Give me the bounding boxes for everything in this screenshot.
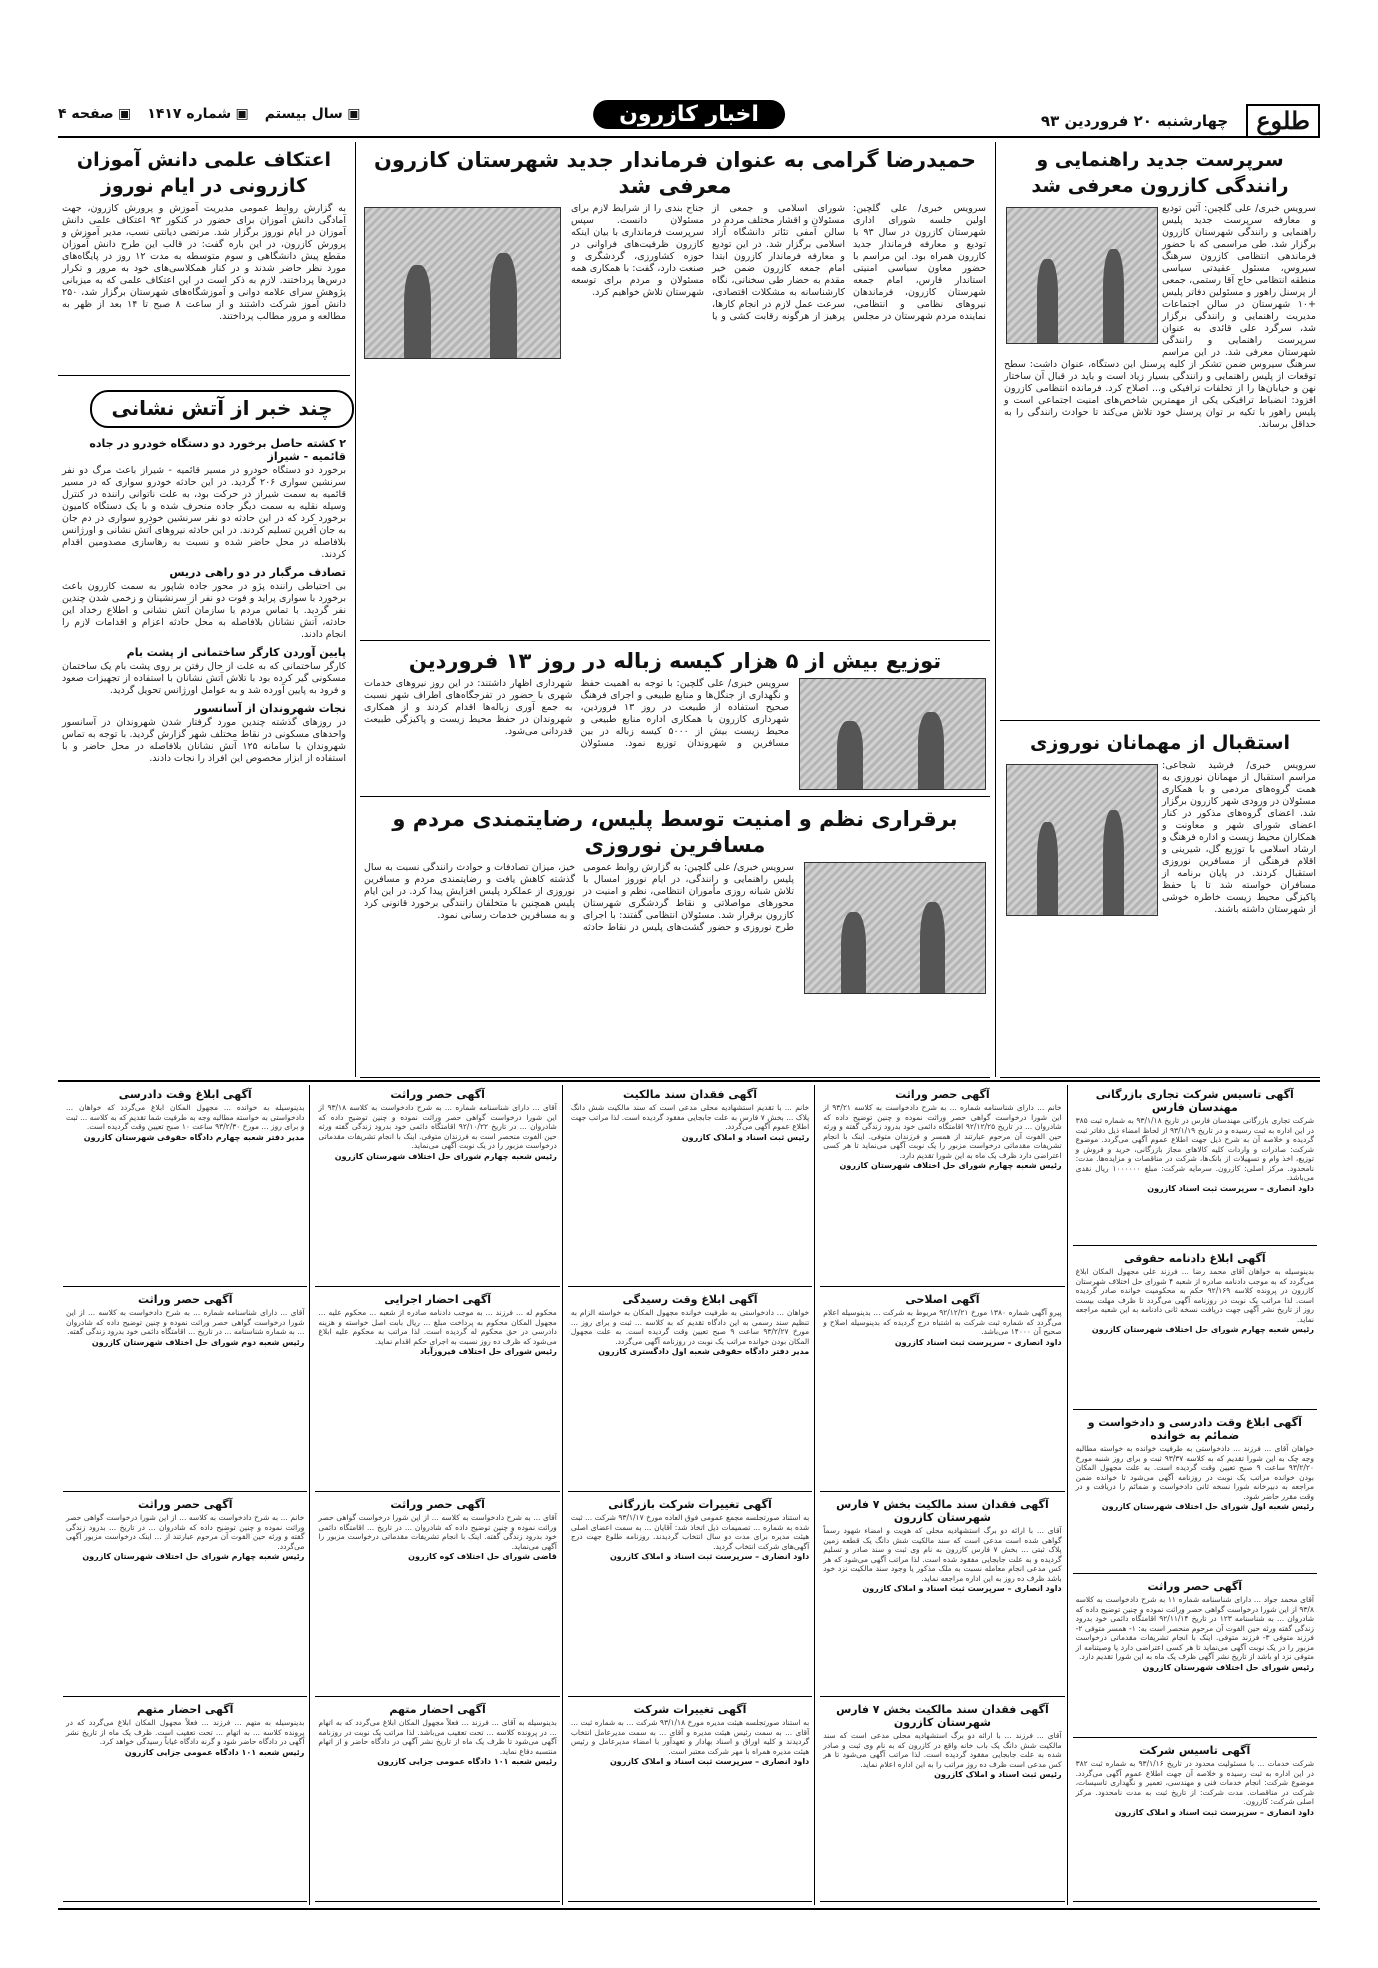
section-title: اخبار کازرون <box>593 100 785 129</box>
masthead <box>58 98 1320 138</box>
ad-body: خانم ... به شرح دادخواست به کلاسه ... از این شورا درخواست گواهی حصر وراثت نموده و چنین توضیح داده که شادروان ... در تاریخ ... بدرود زندگی گفته و ورثه حین الفوت آن مرحوم عبارتند از ... اینک درخواست مزبور آگهی می‌گردد. <box>66 1513 305 1551</box>
article-guests <box>1000 728 1320 1078</box>
classified-ad <box>1073 1085 1317 1246</box>
ad-title: آگهی تاسیس شرکت تجاری بازرگانی مهندسان فارس <box>1095 1088 1294 1114</box>
ad-signature: رئیس شعبه دوم شورای حل اختلاف شهرستان کازرون <box>91 1337 305 1347</box>
ad-signature: مدیر دفتر شعبه چهارم دادگاه حقوقی شهرستان کازرون <box>83 1132 305 1142</box>
classified-ad <box>568 1290 812 1492</box>
article-title: توزیع بیش از ۵ هزار کیسه زباله در روز ۱۳ فروردین <box>408 649 942 673</box>
classified-ad <box>315 1495 559 1697</box>
ads-separator <box>58 1080 1320 1082</box>
ad-body: پیرو آگهی شماره ۱۳۸۰ مورخ ۹۲/۱۲/۲۱ مربوط به شرکت ... بدینوسیله اعلام می‌گردد که شماره ثبت شرکت به اشتباه درج گردیده که بدینوسیله اصلاح و صحیح آن ۱۴۰۰۰ می‌باشد. <box>823 1308 1062 1336</box>
ad-signature: داود انصاری – سرپرست ثبت اسناد کازرون <box>1147 1183 1314 1193</box>
article-police <box>1000 145 1320 721</box>
classified-ad <box>63 1290 307 1492</box>
classified-ad <box>820 1700 1064 1902</box>
photo-figure <box>1103 810 1124 915</box>
page-footer-rule <box>58 1908 1320 1910</box>
ad-signature: رئیس شعبه ۱۰۱ دادگاه عمومی جزایی کازرون <box>124 1747 305 1757</box>
ad-title: آگهی اصلاحی <box>905 1293 980 1306</box>
ad-signature: رئیس ثبت اسناد و املاک کازرون <box>934 1770 1062 1779</box>
masthead-right <box>1041 104 1320 138</box>
article-title: استقبال از مهمانان نوروزی <box>1029 732 1291 754</box>
ad-signature: رئیس شعبه چهارم شورای حل اختلاف شهرستان کازرون <box>839 1161 1062 1170</box>
ad-signature: قاضی شورای حل اختلاف کوه کازرون <box>408 1552 557 1561</box>
article-body: سرویس خبری/ فرشید شجاعی: مراسم استقبال از مهمانان نوروزی به همت گروه‌های مردمی و با همکاری مسئولان در ورودی شهر کازرون برگزار شد. اعضای گروه‌های مذکور در کنار اعضای شورای شهر و معاونت و همکاران محیط زیست و اداره فرهنگ و ارشاد اسلامی با توزیع گل، شیرینی و اقلام فرهنگی از مسافرین نوروزی استقبال کردند. در پایان برنامه از مسافران خواسته شد تا با حفظ پاکیزگی محیط زیست خاطره خوشی از شهرستان داشته باشند. <box>1162 760 1316 915</box>
ad-body: بدینوسیله به آقای ... فرزند ... فعلاً مجهول المکان ابلاغ می‌گردد که به اتهام ... در پرونده کلاسه ... تحت تعقیب می‌باشد. لذا مراتب یک نوبت در روزنامه آگهی می‌شود تا ظرف یک ماه از تاریخ نشر آگهی در دادگاه حاضر و از اتهام منتسبه دفاع نماید. <box>318 1718 557 1756</box>
classified-ad <box>63 1495 307 1697</box>
ad-title: آگهی فقدان سند مالکیت <box>623 1088 757 1101</box>
ad-body: بدینوسیله به خواهان آقای محمد رضا ... فرزند علی مجهول المکان ابلاغ می‌گردد که به موجب دادنامه صادره از شعبه ۴ شورای حل اختلاف شهرستان کازرون در پرونده کلاسه ۹۲/۱۶۹ حکم به محکومیت خوانده صادر گردیده است. لذا مراتب یک نوبت در روزنامه آگهی می‌گردد تا ظرف مهلت بیست روز از تاریخ نشر آگهی جهت دریافت نسخه ثانی دادنامه به این شعبه مراجعه نماید. <box>1075 1267 1314 1324</box>
ad-title: آگهی حصر وراثت <box>895 1088 990 1101</box>
ad-body: آقای محمد جواد ... دارای شناسنامه شماره ۱۱ به شرح دادخواست به کلاسه ۹۳/۸ از این شورا درخواست گواهی حصر وراثت نموده و چنین توضیح داده که شادروان ... به شناسنامه ۱۲۳ در تاریخ ۹۲/۱۱/۱۴ اقامتگاه دائمی خود بدرود زندگی گفته ورثه حین الفوت آن مرحوم منحصر است به: ۱- همسر متوفی ۲- فرزند متوفی ۳- فرزند متوفی. اینک با انجام تشریفات مقدماتی درخواست مزبور را در یک نوبت آگهی می‌نماید تا هر کسی اعتراضی دارد یا وصیتنامه از متوفی نزد او باشد از تاریخ نشر آگهی ظرف یک ماه به این شورا تقدیم دارد. <box>1075 1595 1315 1661</box>
ad-body: به استناد صورتجلسه هیئت مدیره مورخ ۹۳/۱/۱۸ شرکت ... به شماره ثبت ... آقای ... به سمت رئیس هیئت مدیره و آقای ... به سمت مدیرعامل انتخاب گردیدند و کلیه اوراق و اسناد بهادار و تعهدآور با امضاء مدیرعامل و رئیس هیئت مدیره همراه با مهر شرکت معتبر است. <box>570 1718 810 1756</box>
brief-item-body: در روزهای گذشته چندین مورد گرفتار شدن شهروندان در آسانسور واحدهای مسکونی در نقاط مختلف شهر گزارش گردید. با توجه به تماس شهروندان با سامانه ۱۲۵ آتش نشانان بلافاصله در محل حاضر و با استفاده از ابزار مخصوص این افراد را نجات دادند. <box>62 717 346 764</box>
article-body: سرویس خبری/ علی گلچین: با توجه به اهمیت حفظ و نگهداری از جنگل‌ها و منابع طبیعی و اجرای فرهنگ صحیح استفاده از طبیعت در روز ۱۳ فروردین، شهرداری کازرون با همکاری اداره منابع طبیعی و محیط زیست بیش از ۵۰۰۰ کیسه زباله در بین مسافرین و شهروندان توزیع نمود. مسئولان شهرداری اظهار داشتند: در این روز نیروهای خدمات شهری با حضور در تفرجگاه‌های اطراف شهر نسبت به جمع آوری زباله‌ها اقدام کردند و از همکاری شهروندان در حفظ محیط زیست و پاکیزگی طبیعت قدردانی می‌شود. <box>364 678 789 749</box>
guests-photo <box>1006 764 1158 916</box>
ad-title: آگهی تغییرات شرکت بازرگانی <box>608 1498 772 1511</box>
classified-ad <box>820 1085 1064 1287</box>
issue-number: ▣ شماره ۱۴۱۷ <box>147 106 248 122</box>
brief-item-title: تصادف مرگبار در دو راهی دریس <box>169 566 346 579</box>
article-title: اعتکاف علمی دانش آموزان کازرونی در ایام نوروز <box>76 149 332 197</box>
ad-title: آگهی تغییرات شرکت <box>633 1703 747 1716</box>
article-security <box>360 804 990 1078</box>
photo-figure <box>920 902 945 993</box>
article-title: حمیدرضا گرامی به عنوان فرماندار جدید شهرستان کازرون معرفی شد <box>373 148 977 198</box>
ad-title: آگهی ابلاغ وقت دادرسی <box>118 1088 252 1101</box>
ad-signature: داود انصاری – سرپرست ثبت اسناد و املاک کازرون <box>609 1552 810 1561</box>
ad-title: آگهی فقدان سند مالکیت بخش ۷ فارس شهرستان کازرون <box>836 1498 1049 1524</box>
ad-body: خانم ... دارای شناسنامه شماره ... به شرح دادخواست به کلاسه ۹۳/۲۱ از این شورا درخواست گواهی حصر وراثت نموده و چنین توضیح داده که شادروان ... در تاریخ ۹۲/۱۲/۲۵ اقامتگاه دائمی خود بدرود زندگی گفته و ورثه حین الفوت آن مرحوم عبارتند از همسر و فرزندان متوفی. اینک با انجام تشریفات مقدماتی درخواست مزبور را یک نوبت آگهی می‌نماید تا هر کسی اعتراضی دارد ظرف یک ماه به این شورا تقدیم دارد. <box>823 1103 1062 1160</box>
ad-body: خواهان آقای ... فرزند ... دادخواستی به طرفیت خوانده به خواسته مطالبه وجه چک به این شورا تقدیم که به کلاسه ۹۳/۳۷ ثبت و برای روز شنبه مورخ ۹۳/۲/۲۰ ساعت ۹ صبح تعیین وقت گردیده است. به علت مجهول المکان بودن خوانده مراتب یک نوبت در روزنامه آگهی می‌شود تا خوانده ضمن مراجعه به دبیرخانه شورا نسخه ثانی دادخواست و ضمائم را دریافت و در وقت مقرر حاضر شود. <box>1075 1444 1315 1501</box>
ad-signature: داود انصاری – سرپرست ثبت اسناد و املاک کازرون <box>1114 1807 1314 1817</box>
ad-signature: مدیر دفتر دادگاه حقوقی شعبه اول دادگستری کازرون <box>598 1347 810 1356</box>
classified-ad <box>1073 1413 1317 1574</box>
ad-signature: داود انصاری – سرپرست ثبت اسناد کازرون <box>894 1337 1062 1347</box>
classified-ad <box>1073 1741 1317 1902</box>
page-number: ▣ صفحه ۴ <box>58 106 131 122</box>
ads-column-divider <box>309 1085 310 1905</box>
photo-figure <box>404 265 431 358</box>
article-body: سرویس خبری/ علی گلچین: به گزارش روابط عمومی پلیس راهنمایی و رانندگی، در ایام نوروز امسال با تلاش شبانه روزی مأموران انتظامی، نظم و امنیت در محورهای مواصلاتی و نقاط گردشگری شهرستان کازرون برقرار شد. مسئولان انتظامی گفتند: با اجرای طرح نوروزی و حضور گشت‌های پلیس در نقاط حادثه خیز، میزان تصادفات و حوادث رانندگی نسبت به سال گذشته کاهش یافت و رضایتمندی مردم و مسافرین نوروزی از عملکرد پلیس افزایش پیدا کرد. در این ایام پلیس همچنین با متخلفان رانندگی برخورد قانونی کرد و به مسافرین خدمات رسانی نمود. <box>364 862 794 933</box>
ad-signature: رئیس شعبه چهارم شورای حل اختلاف شهرستان کازرون <box>1091 1325 1314 1334</box>
brief-item-title: ۲ کشته حاصل برخورد دو دستگاه خودرو در جاده قائمیه - شیراز <box>89 437 346 463</box>
column-divider <box>355 142 356 1077</box>
article-fire-briefs <box>58 432 350 1077</box>
waste-photo <box>799 678 986 790</box>
photo-figure <box>490 253 517 358</box>
brief-item-body: برخورد دو دستگاه خودرو در مسیر قائمیه - شیراز باعث مرگ دو نفر سرنشین سواری ۲۰۶ گردید. در این حادثه خودرو سواری که در مسیر قائمیه به سمت شیراز در حرکت بود، به علت ناتوانی راننده در کنترل وسیله نقلیه به سمت دیگر جاده منحرف شده و با یک دستگاه کامیون برخورد کرد که در این حادثه دو نفر سرنشین خودرو سواری در دم جان به جان آفرین تسلیم کردند. در این حادثه نیروهای آتش نشانی و اورژانس بلافاصله در محل حاضر شده و نسبت به رهاسازی مصدومین اقدام کردند. <box>62 465 346 560</box>
ad-signature: رئیس ثبت اسناد و املاک کازرون <box>681 1132 810 1142</box>
classified-ad <box>820 1290 1064 1492</box>
ad-body: شرکت تجاری بازرگانی مهندسان فارس در تاریخ ۹۳/۱/۱۸ به شماره ثبت ۳۸۵ در این اداره به ثبت رسیده و در تاریخ ۹۳/۱/۱۹ از لحاظ امضاء ذیل دفاتر ثبت گردیده و خلاصه آن به شرح ذیل جهت اطلاع عموم آگهی می‌گردد. موضوع شرکت: صادرات و واردات کلیه کالاهای مجاز بازرگانی، خرید و فروش و توزیع، اخذ وام و تسهیلات از بانک‌ها، شرکت در مناقصات و مزایده‌ها. مدت: نامحدود. مرکز اصلی: کازرون. سرمایه شرکت: مبلغ ۱۰۰۰۰۰۰ ریال نقدی می‌باشد. <box>1075 1116 1314 1182</box>
ad-title: آگهی ابلاغ وقت دادرسی و دادخواست و ضمائم به خوانده <box>1087 1416 1302 1442</box>
ad-title: آگهی احضار متهم <box>137 1703 234 1716</box>
brief-item-body: بی احتیاطی راننده پژو در محور جاده شاپور به سمت کازرون باعث برخورد با سواری پراید و فوت دو نفر از سرنشینان و زخمی شدن چندین نفر گردید. با تماس مردم با سازمان آتش نشانی و اطلاع رخداد این حادثه، آتش نشانان بلافاصله به محل حادثه اعزام و اقدامات لازم را انجام دادند. <box>62 581 346 640</box>
classified-ad <box>63 1085 307 1287</box>
article-waste <box>360 646 990 797</box>
ad-title: آگهی حصر وراثت <box>137 1498 233 1511</box>
photo-figure <box>1037 259 1058 343</box>
classified-ad <box>568 1495 812 1697</box>
ad-body: محکوم له ... فرزند ... به موجب دادنامه صادره از شعبه ... محکوم علیه ... مجهول المکان محکوم به پرداخت مبلغ ... ریال بابت اصل خواسته و هزینه دادرسی در حق محکوم له گردیده است. لذا مراتب به محکوم علیه ابلاغ می‌شود که ظرف ده روز نسبت به اجرای حکم اقدام نماید. <box>318 1308 557 1346</box>
ad-title: آگهی تاسیس شرکت <box>1139 1744 1251 1757</box>
ads-column-divider <box>1067 1085 1068 1905</box>
ad-body: آقای ... دارای شناسنامه شماره ... به شرح دادخواست به کلاسه ... از این شورا درخواست گواهی حصر وراثت نموده و چنین توضیح داده که شادروان ... به شماره شناسنامه ... در تاریخ ... اقامتگاه دائمی خود بدرود زندگی گفته. <box>66 1308 305 1336</box>
photo-figure <box>1037 822 1058 915</box>
classified-ad <box>315 1085 559 1287</box>
ad-signature: رئیس شعبه ۱۰۱ دادگاه عمومی جزایی کازرون <box>377 1757 557 1766</box>
ad-title: آگهی احضار متهم <box>389 1703 486 1716</box>
masthead-left <box>58 106 360 122</box>
ad-title: آگهی ابلاغ دادنامه حقوقی <box>1123 1252 1266 1265</box>
ad-signature: رئیس شعبه چهارم شورای حل اختلاف شهرستان کازرون <box>82 1552 305 1561</box>
photo-figure <box>841 912 866 993</box>
ad-signature: داود انصاری – سرپرست ثبت اسناد و املاک کازرون <box>609 1757 810 1766</box>
brief-item-body: کارگر ساختمانی که به علت از حال رفتن بر روی پشت بام یک ساختمان مسکونی گیر کرده بود با تلاش آتش نشانان با استفاده از تجهیزات صعود و فرود به پایین آورده شد و به عوامل اورژانس تحویل گردید. <box>62 661 346 696</box>
article-governor <box>360 145 990 641</box>
ad-title: آگهی ابلاغ وقت رسیدگی <box>622 1293 758 1306</box>
ad-body: شرکت خدمات ... با مسئولیت محدود در تاریخ ۹۳/۱/۱۶ به شماره ثبت ۳۸۲ در این اداره به ثبت رسیده و خلاصه آن جهت اطلاع عموم آگهی می‌گردد. موضوع شرکت: انجام خدمات فنی و مهندسی، تعمیر و نگهداری تاسیسات، شرکت در مناقصات. مدت شرکت: از تاریخ ثبت به مدت نامحدود. مرکز اصلی شرکت: کازرون. <box>1075 1759 1314 1806</box>
brief-item-title: نجات شهروندان از آسانسور <box>194 702 346 715</box>
ad-body: آقای ... دارای شناسنامه شماره ... به شرح دادخواست به کلاسه ۹۳/۱۸ از این شورا درخواست گواهی حصر وراثت نموده و چنین توضیح داده که شادروان ... در تاریخ ۹۲/۱۰/۲۲ اقامتگاه دائمی خود بدرود زندگی گفته ورثه حین الفوت منحصر است به فرزندان متوفی. اینک با انجام تشریفات مقدماتی درخواست مزبور را در یک نوبت آگهی می‌نماید. <box>318 1103 557 1150</box>
ad-body: آقای ... با ارائه دو برگ استشهادیه محلی که هویت و امضاء شهود رسماً گواهی شده است مدعی است که سند مالکیت شش دانگ یک قطعه زمین پلاک ثبتی ... بخش ۷ فارس کازرون به نام وی ثبت و سند صادر و تسلیم گردیده و به علت جابجایی مفقود شده است. لذا مراتب آگهی می‌شود که هر کس مدعی انجام معامله نسبت به ملک مذکور یا وجود سند مالکیت نزد خود باشد ظرف ده روز به این اداره مراجعه نماید. <box>823 1526 1062 1583</box>
ad-title: آگهی فقدان سند مالکیت بخش ۷ فارس شهرستان کازرون <box>836 1703 1049 1729</box>
ad-signature: داود انصاری – سرپرست ثبت اسناد و املاک کازرون <box>862 1584 1062 1593</box>
ad-title: آگهی حصر وراثت <box>137 1293 233 1306</box>
ad-body: خانم ... با تقدیم استشهادیه محلی مدعی است که سند مالکیت شش دانگ پلاک ... بخش ۷ فارس به علت جابجایی مفقود گردیده است. لذا مراتب جهت اطلاع عموم آگهی می‌گردد. <box>570 1103 810 1131</box>
police-photo <box>1006 207 1158 344</box>
classified-ad <box>568 1700 812 1902</box>
ad-title: آگهی حصر وراثت <box>390 1088 485 1101</box>
photo-figure <box>918 712 944 789</box>
classified-ad <box>1073 1249 1317 1410</box>
classified-ad <box>568 1085 812 1287</box>
classified-ads <box>58 1085 1320 1905</box>
ad-title: آگهی حصر وراثت <box>390 1498 485 1511</box>
photo-figure <box>837 721 863 789</box>
ad-title: آگهی حصر وراثت <box>1147 1580 1243 1593</box>
article-title: برقراری نظم و امنیت توسط پلیس، رضایتمندی مردم و مسافرین نوروزی <box>392 807 958 857</box>
ad-body: خواهان ... دادخواستی به طرفیت خوانده مجهول المکان به خواسته الزام به تنظیم سند رسمی به این دادگاه تقدیم که به کلاسه ... ثبت و برای روز ... مورخ ۹۳/۲/۲۷ ساعت ۹ صبح تعیین وقت گردیده است. به علت مجهول المکان بودن خوانده مراتب یک نوبت در روزنامه آگهی می‌گردد. <box>570 1308 810 1346</box>
ad-signature: رئیس شعبه اول شورای حل اختلاف شهرستان کازرون <box>1101 1502 1314 1511</box>
ad-signature: رئیس شعبه چهارم شورای حل اختلاف شهرستان کازرون <box>334 1151 557 1161</box>
ad-body: آقای ... فرزند ... با ارائه دو برگ استشهادیه محلی مدعی است که سند مالکیت شش دانگ یک باب خانه واقع در کازرون که به نام وی ثبت و صادر شده به علت جابجایی مفقود گردیده است. لذا مراتب آگهی می‌شود تا هر کس مدعی است ظرف ده روز مراتب را به این اداره اعلام نماید. <box>823 1731 1062 1769</box>
ads-column-divider <box>562 1085 563 1905</box>
brief-section-title: چند خبر از آتش نشانی <box>90 390 354 428</box>
ad-title: آگهی احضار اجرایی <box>384 1293 492 1306</box>
governor-photo <box>364 207 561 359</box>
classified-ad <box>820 1495 1064 1697</box>
year-label: ▣ سال بیستم <box>265 106 361 122</box>
classified-ad <box>315 1700 559 1902</box>
newspaper-logo: طلوع <box>1246 104 1320 138</box>
ad-body: بدینوسیله به خوانده ... مجهول المکان ابلاغ می‌گردد که خواهان ... دادخواستی به خواسته مطالبه وجه به طرفیت شما تقدیم که به کلاسه ... ثبت و برای روز ... مورخ ۹۳/۲/۳۰ ساعت ۱۰ صبح تعیین وقت گردیده است. <box>66 1103 305 1131</box>
security-photo <box>804 862 986 994</box>
ad-signature: رئیس شورای حل اختلاف شهرستان کازرون <box>1142 1662 1314 1672</box>
issue-date: چهارشنبه ۲۰ فروردین ۹۳ <box>1040 112 1229 130</box>
article-body: سرویس خبری/ علی گلچین: اولین جلسه شورای اداری شهرستان کازرون در سال ۹۳ با تودیع و معارفه فرماندار جدید کازرون همراه بود. این مراسم با حضور معاون سیاسی امنیتی استاندار فارس، امام جمعه شهرستان کازرون، فرماندهان نیروهای نظامی و انتظامی، نماینده مردم شهرستان در مجلس شورای اسلامی و جمعی از مسئولان و اقشار مختلف مردم در سالن آمفی تئاتر دانشگاه آزاد اسلامی برگزار شد. در این تودیع و معارفه فرماندار کازرون ابتدا امام جمعه کازرون ضمن خیر مقدم به حضار طی سخنانی، نگاه کارشناسانه به مشکلات اقتصادی، سرعت عمل لازم در انجام کارها، پرهیز از هرگونه رقابت کشی و یا جناح بندی را از شرایط لازم برای مسئولان دانست. سپس سرپرست فرمانداری با بیان اینکه کازرون ظرفیت‌های فراوانی در حوزه کشاورزی، گردشگری و صنعت دارد، گفت: با همکاری همه مسئولان و مردم برای توسعه شهرستان تلاش خواهیم کرد. <box>571 203 986 322</box>
article-body: سرویس خبری/ علی گلچین: آئین تودیع و معارفه سرپرست جدید پلیس راهنمایی و رانندگی شهرستان کازرون برگزار شد. طی مراسمی که با حضور فرماندهی انتظامی کازرون سرهنگ سیروس، مسئول عقیدتی سیاسی منطقه انتظامی حاج آقا رستمی، جمعی از پرسنل راهور و مسئولین دفاتر پلیس +۱۰ شهرستان در سالن اجتماعات مدیریت راهنمایی و رانندگی برگزار شد، سرگرد علی قائدی به عنوان سرپرست راهنمایی و رانندگی شهرستان معرفی شد. در این مراسم سرهنگ سیروس ضمن تشکر از کلیه پرسنل این دستگاه، عنوان داشت: سطح توقعات از پلیس راهنمایی و رانندگی بسیار زیاد است و باید در قبال آن ساختار نهن و خیابان‌ها را از تخلفات ترافیکی و... اصلاح کرد. فرمانده انتظامی کازرون افزود: انضباط ترافیکی یکی از مهمترین شاخص‌های امنیت اجتماعی است و پلیس راهور با تکیه بر توان پرسنل خود تلاش می‌کند تا حوادث رانندگی را به حداقل برساند. <box>1004 203 1316 430</box>
photo-figure <box>1103 249 1124 344</box>
classified-ad <box>315 1290 559 1492</box>
ads-column-divider <box>814 1085 815 1905</box>
classified-ad <box>1073 1577 1317 1738</box>
classified-ad <box>63 1700 307 1902</box>
article-title: سرپرست جدید راهنمایی و رانندگی کازرون معرفی شد <box>1031 149 1289 197</box>
ad-body: آقای ... به شرح دادخواست به کلاسه ... از این شورا درخواست گواهی حصر وراثت نموده و چنین توضیح داده که شادروان ... در تاریخ ... اقامتگاه دائمی خود بدرود زندگی گفته. اینک با انجام تشریفات مقدماتی درخواست مزبور را آگهی می‌نماید. <box>318 1513 557 1551</box>
column-divider <box>995 142 996 1077</box>
ad-signature: رئیس شورای حل اختلاف فیروزآباد <box>419 1347 557 1356</box>
ad-body: به استناد صورتجلسه مجمع عمومی فوق العاده مورخ ۹۳/۱/۱۷ شرکت ... ثبت شده به شماره ... تصمیمات ذیل اتخاذ شد: آقایان ... به سمت اعضای اصلی هیئت مدیره برای مدت دو سال انتخاب گردیدند. روزنامه طلوع جهت درج آگهی‌های شرکت انتخاب گردید. <box>570 1513 810 1551</box>
article-body: به گزارش روابط عمومی مدیریت آموزش و پرورش کازرون، جهت آمادگی دانش آموزان برای حضور در کنکور ۹۳ اعتکاف علمی دانش آموزان در ایام نوروز برگزار شد. مرتضی دیانتی نسب، مدیر آموزش و پرورش کازرون، در این باره گفت: در قالب این طرح دانش آموزان مقطع پیش دانشگاهی و سوم متوسطه به مدت ۱۲ روز در پایگاه‌های مورد نظر حاضر شدند و در کنار همکلاسی‌های خود به مرور و تکرار درس‌ها پرداختند. لازم به ذکر است در این اعتکاف علمی که به میزبانی پژوهش سرای علامه دوانی و آموزشگاه‌های شهرستان برگزار شد، ۲۵۰ دانش آموز شرکت داشتند و از ساعت ۸ صبح تا ۱۴ بعد از ظهر به مطالعه و مرور مطالب پرداختند. <box>62 203 347 322</box>
article-retreat <box>58 145 350 376</box>
ad-body: بدینوسیله به متهم ... فرزند ... فعلاً مجهول المکان ابلاغ می‌گردد که در پرونده کلاسه ... به اتهام ... تحت تعقیب است. ظرف یک ماه از تاریخ نشر آگهی در دادگاه حاضر شود و گرنه دادگاه غیاباً رسیدگی خواهد کرد. <box>66 1718 305 1746</box>
brief-item-title: پایین آوردن کارگر ساختمانی از پشت بام <box>126 646 346 659</box>
